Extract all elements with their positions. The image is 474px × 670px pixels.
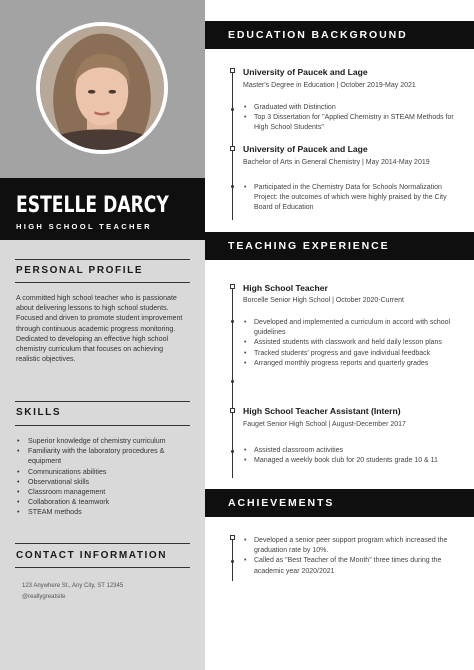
teaching-detail: Fauget Senior High School | August-December 2017 bbox=[243, 421, 406, 428]
contact-address: 123 Anywhere St., Any City, ST 12345 bbox=[22, 583, 124, 589]
education-bullet: • Participated in the Chemistry Data for Schools Normalization Project: the outcomes of which were highly praised by the City Board of Education bbox=[243, 183, 458, 214]
timeline-marker-icon bbox=[230, 408, 235, 413]
achievements-timeline bbox=[232, 537, 233, 581]
teaching-bullet: • Assisted students with classwork and held daily lesson plans bbox=[243, 338, 458, 348]
timeline-dot-icon bbox=[231, 450, 234, 453]
skill-item: • Communications abilities bbox=[16, 467, 196, 477]
timeline-dot-icon bbox=[231, 380, 234, 383]
divider bbox=[15, 567, 190, 568]
timeline-marker-icon bbox=[230, 68, 235, 73]
skill-item: • Superior knowledge of chemistry curriculum bbox=[16, 436, 196, 446]
candidate-name: ESTELLE DARCY bbox=[16, 193, 169, 218]
personal-profile-text: A committed high school teacher who is passionate about delivering lessons to high school students. Focused and driven to promote student improvement through continuous academic progress monitoring. Dedicated to developing an effective high school chemistry curriculum that focuses on achieving realistic objectives. bbox=[16, 294, 183, 364]
teaching-bullet: • Arranged monthly progress reports and quarterly grades bbox=[243, 359, 458, 369]
divider bbox=[15, 282, 190, 283]
profile-photo bbox=[36, 22, 168, 154]
portrait-image bbox=[40, 26, 164, 150]
skill-item: • STEAM methods bbox=[16, 507, 196, 517]
teaching-bullet: • Managed a weekly book club for 20 students grade 10 & 11 bbox=[243, 456, 458, 466]
contact-handle: @reallygreatsite bbox=[22, 594, 66, 600]
achievements-bullets bbox=[243, 536, 458, 577]
skill-item: • Classroom management bbox=[16, 487, 196, 497]
skills-heading: SKILLS bbox=[16, 407, 62, 418]
teaching-bullets bbox=[243, 446, 458, 466]
skill-item: • Collaboration & teamwork bbox=[16, 497, 196, 507]
education-bullets bbox=[243, 103, 458, 134]
education-header bbox=[205, 21, 474, 49]
education-bullet: • Graduated with Distinction bbox=[243, 103, 458, 113]
divider bbox=[15, 259, 190, 260]
education-detail: Bachelor of Arts in General Chemistry | May 2014-May 2019 bbox=[243, 159, 430, 166]
timeline-marker-icon bbox=[230, 284, 235, 289]
timeline-marker-icon bbox=[230, 535, 235, 540]
teaching-detail: Borcelle Senior High School | October 2020-Current bbox=[243, 297, 404, 304]
achievements-header bbox=[205, 489, 474, 517]
achievement-bullet: • Called as "Best Teacher of the Month" three times during the academic year 2020/2021 bbox=[243, 556, 458, 576]
education-detail: Master's Degree in Education | October 2019-May 2021 bbox=[243, 82, 416, 89]
teaching-bullet: • Tracked students' progress and gave individual feedback bbox=[243, 349, 458, 359]
timeline-dot-icon bbox=[231, 560, 234, 563]
divider bbox=[15, 425, 190, 426]
education-timeline bbox=[232, 70, 233, 220]
teaching-header bbox=[205, 232, 474, 260]
teaching-position: High School Teacher Assistant (Intern) bbox=[243, 406, 401, 416]
personal-profile-heading: PERSONAL PROFILE bbox=[16, 265, 144, 276]
timeline-dot-icon bbox=[231, 320, 234, 323]
teaching-bullet: • Developed and implemented a curriculum in accord with school guidelines bbox=[243, 318, 458, 338]
divider bbox=[15, 543, 190, 544]
education-bullet: • Top 3 Dissertation for "Applied Chemistry in STEAM Methods for High School Students" bbox=[243, 113, 458, 133]
teaching-heading: TEACHING EXPERIENCE bbox=[228, 240, 390, 252]
skill-item: • Observational skills bbox=[16, 477, 196, 487]
name-block bbox=[0, 178, 205, 240]
achievements-heading: ACHIEVEMENTS bbox=[228, 497, 335, 509]
education-bullets bbox=[243, 183, 458, 214]
teaching-bullet: • Assisted classroom activities bbox=[243, 446, 458, 456]
candidate-role: HIGH SCHOOL TEACHER bbox=[16, 222, 152, 231]
divider bbox=[15, 401, 190, 402]
education-school: University of Paucek and Lage bbox=[243, 67, 368, 77]
achievement-bullet: • Developed a senior peer support program which increased the graduation rate by 10%. bbox=[243, 536, 458, 556]
sidebar bbox=[0, 0, 205, 670]
timeline-dot-icon bbox=[231, 108, 234, 111]
timeline-marker-icon bbox=[230, 146, 235, 151]
skill-item: • Familiarity with the laboratory procedures & equipment bbox=[16, 446, 196, 466]
teaching-bullets bbox=[243, 318, 458, 369]
education-heading: EDUCATION BACKGROUND bbox=[228, 29, 408, 41]
education-school: University of Paucek and Lage bbox=[243, 144, 368, 154]
skills-list bbox=[16, 436, 196, 518]
contact-heading: CONTACT INFORMATION bbox=[16, 550, 168, 561]
timeline-dot-icon bbox=[231, 185, 234, 188]
teaching-position: High School Teacher bbox=[243, 283, 328, 293]
